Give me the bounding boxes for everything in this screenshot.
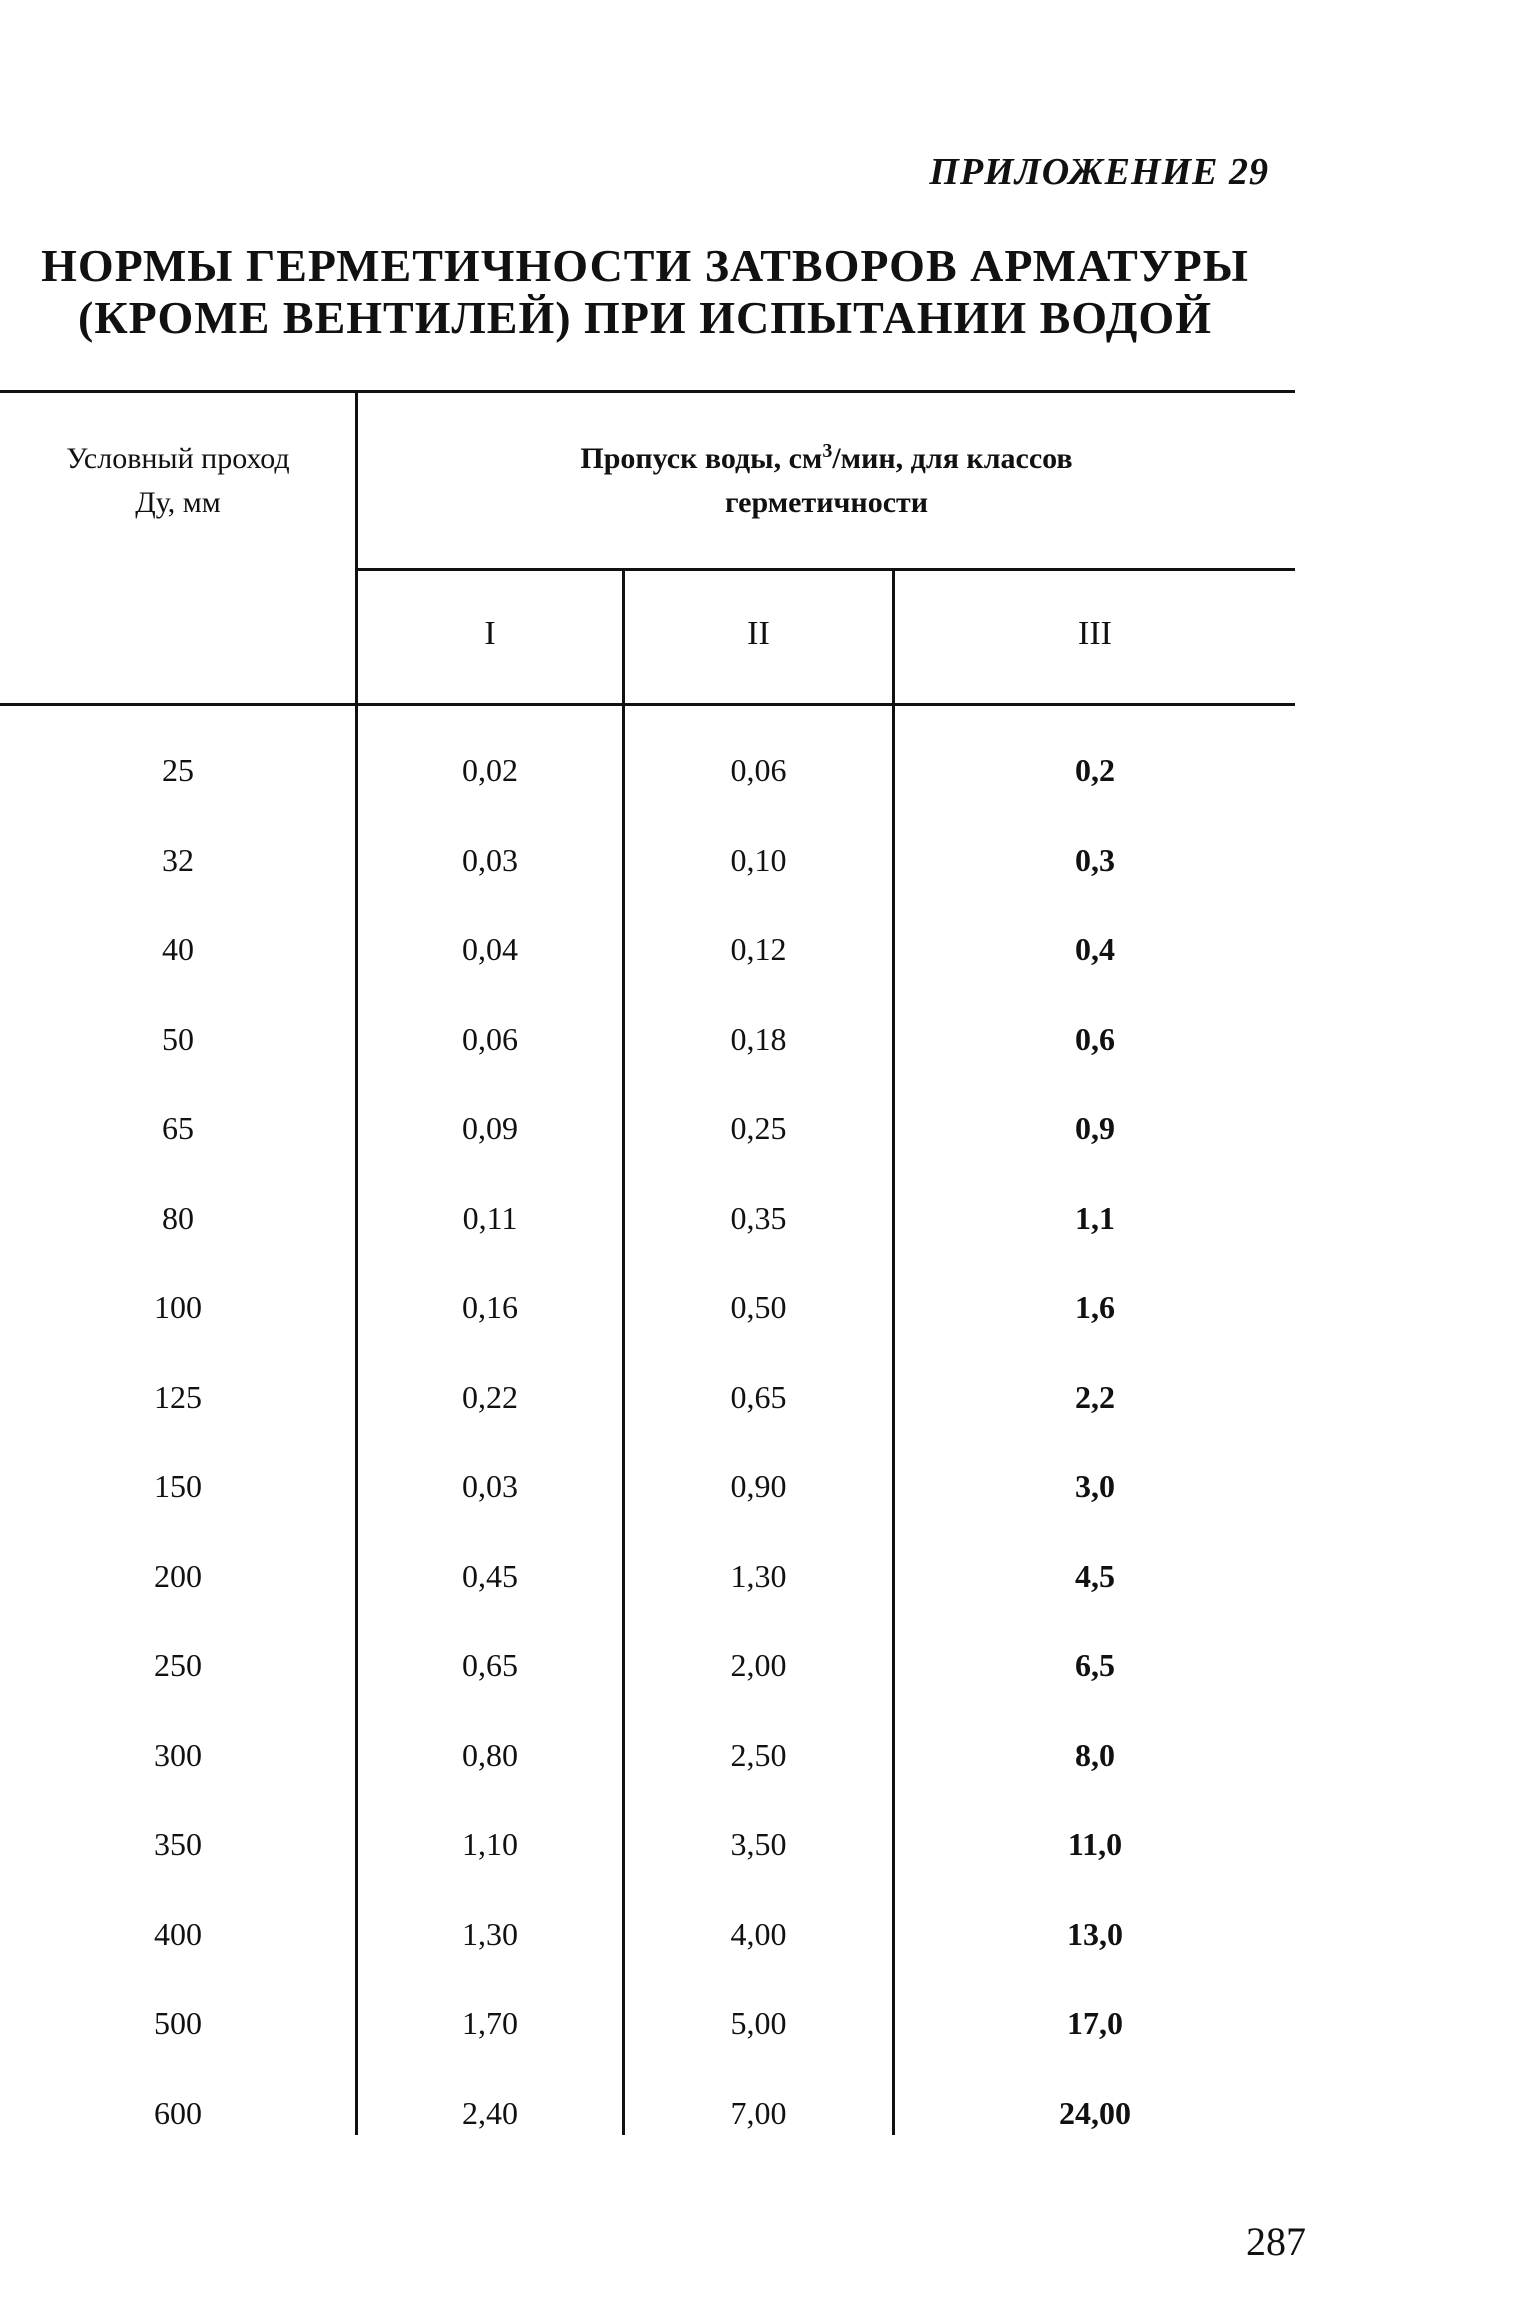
cell-class-3: 0,3 xyxy=(1075,841,1115,878)
table-row xyxy=(0,1282,1295,1372)
cell-class-1: 1,30 xyxy=(462,1915,518,1952)
table-row xyxy=(0,1730,1295,1820)
table-header-divider xyxy=(356,568,1295,571)
cell-nominal-bore: 400 xyxy=(154,1915,202,1952)
cell-nominal-bore: 32 xyxy=(162,841,194,878)
cell-class-3: 11,0 xyxy=(1067,1826,1123,1862)
cell-class-2: 0,90 xyxy=(730,1468,787,1504)
cell-nominal-bore: 125 xyxy=(154,1378,202,1415)
cell-nominal-bore: 600 xyxy=(154,2094,202,2131)
cell-class-3: 2,2 xyxy=(1075,1378,1115,1415)
table-row xyxy=(0,1103,1295,1193)
cell-class-1: 0,80 xyxy=(462,1736,518,1773)
cell-class-1: 0,03 xyxy=(462,1468,518,1504)
cell-class-2: 0,65 xyxy=(730,1378,787,1415)
cell-class-2: 3,50 xyxy=(730,1826,787,1862)
table-row xyxy=(0,1372,1295,1462)
cell-nominal-bore: 50 xyxy=(162,1020,194,1057)
title-line-1: НОРМЫ ГЕРМЕТИЧНОСТИ ЗАТВОРОВ АРМАТУРЫ xyxy=(41,240,1249,291)
cell-nominal-bore: 65 xyxy=(162,1110,194,1146)
header-water-leakage-line-1 xyxy=(358,437,1295,481)
header-class-3: III xyxy=(1078,615,1112,652)
table-top-rule xyxy=(0,390,1295,393)
page-title xyxy=(0,240,1290,344)
cell-class-2: 0,12 xyxy=(730,931,787,967)
cell-class-3: 8,0 xyxy=(1075,1736,1115,1773)
cell-class-3: 6,5 xyxy=(1075,1647,1115,1683)
cell-class-1: 2,40 xyxy=(462,2094,518,2131)
cell-class-1: 1,10 xyxy=(462,1826,518,1862)
cell-class-2: 0,18 xyxy=(730,1020,787,1057)
header-nominal-bore-line-2: Ду, мм xyxy=(135,486,221,519)
cell-nominal-bore: 250 xyxy=(154,1647,202,1683)
cell-nominal-bore: 350 xyxy=(154,1826,202,1862)
cell-nominal-bore: 40 xyxy=(162,931,194,967)
cell-class-2: 0,50 xyxy=(730,1289,787,1325)
table-row xyxy=(0,2088,1295,2178)
cell-nominal-bore: 100 xyxy=(154,1289,202,1325)
cell-class-3: 0,6 xyxy=(1075,1020,1115,1057)
cell-class-1: 0,02 xyxy=(462,752,518,788)
cell-nominal-bore: 200 xyxy=(154,1557,202,1594)
cell-class-2: 0,25 xyxy=(730,1110,787,1146)
header-leakage-superscript: 3 xyxy=(822,440,833,462)
cell-class-3: 24,00 xyxy=(1059,2094,1131,2131)
table-body xyxy=(0,745,1295,2177)
cell-class-2: 2,50 xyxy=(730,1736,787,1773)
cell-class-1: 0,65 xyxy=(462,1647,518,1683)
cell-nominal-bore: 500 xyxy=(154,2005,202,2041)
cell-class-1: 0,06 xyxy=(462,1020,518,1057)
cell-class-3: 1,1 xyxy=(1075,1199,1115,1236)
cell-class-3: 13,0 xyxy=(1067,1915,1123,1952)
table-row xyxy=(0,1819,1295,1909)
table-row xyxy=(0,1014,1295,1104)
cell-class-1: 0,03 xyxy=(462,841,518,878)
header-class-2: II xyxy=(747,615,770,652)
cell-class-1: 0,16 xyxy=(462,1289,518,1325)
table-row xyxy=(0,835,1295,925)
cell-class-1: 0,45 xyxy=(462,1557,518,1594)
header-leakage-unit: /мин, для классов xyxy=(832,442,1073,475)
table-row xyxy=(0,1640,1295,1730)
cell-class-2: 0,06 xyxy=(730,752,787,788)
cell-nominal-bore: 150 xyxy=(154,1468,202,1504)
table-header-bottom-rule xyxy=(0,703,1295,706)
cell-class-3: 0,2 xyxy=(1075,752,1115,788)
cell-class-3: 4,5 xyxy=(1075,1557,1115,1594)
cell-class-1: 1,70 xyxy=(462,2005,518,2041)
cell-class-2: 2,00 xyxy=(730,1647,787,1683)
page-number: 287 xyxy=(1246,2219,1306,2264)
cell-class-3: 3,0 xyxy=(1075,1468,1115,1504)
cell-class-1: 0,22 xyxy=(462,1378,518,1415)
header-nominal-bore-line-1: Условный проход xyxy=(66,442,290,475)
cell-class-2: 5,00 xyxy=(730,2005,787,2041)
cell-class-3: 1,6 xyxy=(1075,1289,1115,1325)
cell-class-2: 0,35 xyxy=(730,1199,787,1236)
table-row xyxy=(0,1551,1295,1641)
cell-class-2: 7,00 xyxy=(730,2094,787,2131)
header-leakage-text: Пропуск воды, см xyxy=(580,442,823,475)
table-row xyxy=(0,1998,1295,2088)
header-class-1: I xyxy=(484,615,496,652)
cell-class-1: 0,04 xyxy=(462,931,518,967)
cell-nominal-bore: 80 xyxy=(162,1199,194,1236)
table-row xyxy=(0,745,1295,835)
cell-class-1: 0,11 xyxy=(462,1199,518,1236)
cell-nominal-bore: 300 xyxy=(154,1736,202,1773)
header-water-leakage xyxy=(358,437,1295,525)
table-row xyxy=(0,1461,1295,1551)
cell-class-3: 0,4 xyxy=(1075,931,1115,967)
cell-class-3: 17,0 xyxy=(1067,2005,1123,2041)
title-line-2: (КРОМЕ ВЕНТИЛЕЙ) ПРИ ИСПЫТАНИИ ВОДОЙ xyxy=(78,292,1212,343)
header-water-leakage-line-2: герметичности xyxy=(724,486,929,519)
header-nominal-bore xyxy=(0,437,356,525)
cell-class-1: 0,09 xyxy=(462,1110,518,1146)
cell-class-2: 4,00 xyxy=(730,1915,787,1952)
table-row xyxy=(0,1909,1295,1999)
table-row xyxy=(0,924,1295,1014)
cell-class-3: 0,9 xyxy=(1075,1110,1115,1146)
cell-nominal-bore: 25 xyxy=(162,752,194,788)
appendix-label: ПРИЛОЖЕНИЕ 29 xyxy=(929,151,1269,193)
cell-class-2: 1,30 xyxy=(730,1557,787,1594)
cell-class-2: 0,10 xyxy=(730,841,787,878)
table-row xyxy=(0,1193,1295,1283)
